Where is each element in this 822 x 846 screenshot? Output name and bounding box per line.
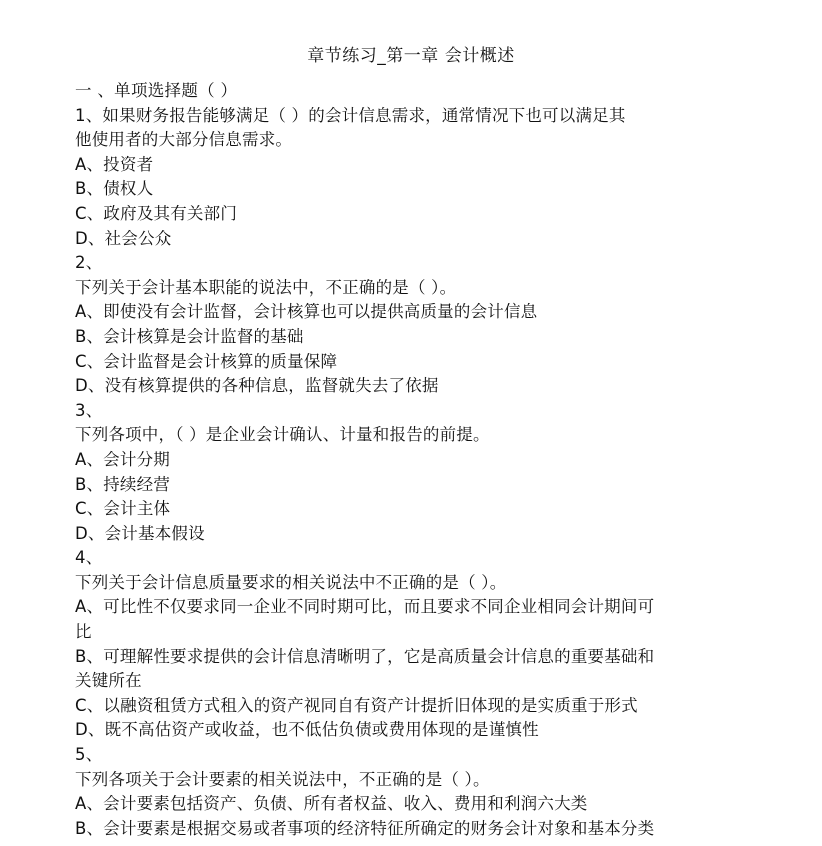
question-1 [75,104,745,252]
option-a: A、会计分期 [75,449,170,469]
option-c: C、政府及其有关部门 [75,203,238,223]
option-b: B、债权人 [75,179,154,199]
question-stem: 下列各项中，（ ）是企业会计确认、计量和报告的前提。 [75,425,490,445]
question-number: 2、 [75,253,103,273]
question-number: 4、 [75,548,103,568]
question-stem: 下列各项关于会计要素的相关说法中，不正确的是（ ）。 [75,769,490,789]
question-number: 3、 [75,400,103,420]
option-b-continued: 关键所在 [75,671,142,691]
option-d: D、社会公众 [75,228,172,248]
question-stem: 下列关于会计基本职能的说法中，不正确的是（ ）。 [75,277,457,297]
option-a: A、投资者 [75,154,154,174]
option-a: A、即使没有会计监督，会计核算也可以提供高质量的会计信息 [75,302,538,322]
option-a-continued: 比 [75,622,92,642]
option-b: B、持续经营 [75,474,171,494]
question-5 [75,743,745,841]
option-d: D、既不高估资产或收益，也不低估负债或费用体现的是谨慎性 [75,720,539,740]
question-stem: 下列关于会计信息质量要求的相关说法中不正确的是（ ）。 [75,572,507,592]
option-b: B、可理解性要求提供的会计信息清晰明了，它是高质量会计信息的重要基础和 [75,646,655,666]
option-d: D、会计基本假设 [75,523,205,543]
section-heading: 一 、单项选择题（ ） [75,81,238,100]
option-c: C、会计监督是会计核算的质量保障 [75,351,338,371]
option-a: A、会计要素包括资产、负债、所有者权益、收入、费用和利润六大类 [75,794,588,814]
option-b: B、会计核算是会计监督的基础 [75,326,304,346]
option-b: B、会计要素是根据交易或者事项的经济特征所确定的财务会计对象和基本分类 [75,818,655,838]
document-title: 章节练习_第一章 会计概述 [307,46,515,66]
option-c: C、会计主体 [75,499,171,519]
question-4 [75,546,745,743]
document-body [75,79,745,841]
option-a: A、可比性不仅要求同一企业不同时期可比，而且要求不同企业相同会计期间可 [75,597,655,617]
question-3 [75,399,745,547]
question-stem-line: 如果财务报告能够满足（ ）的会计信息需求，通常情况下也可以满足其 [102,105,626,125]
question-number: 1、 [75,105,103,125]
question-2 [75,251,745,399]
question-stem-line: 他使用者的大部分信息需求。 [75,130,293,150]
question-stem [75,104,745,129]
question-number: 5、 [75,745,103,765]
option-d: D、没有核算提供的各种信息，监督就失去了依据 [75,376,439,396]
option-c: C、以融资租赁方式租入的资产视同自有资产计提折旧体现的是实质重于形式 [75,695,638,715]
